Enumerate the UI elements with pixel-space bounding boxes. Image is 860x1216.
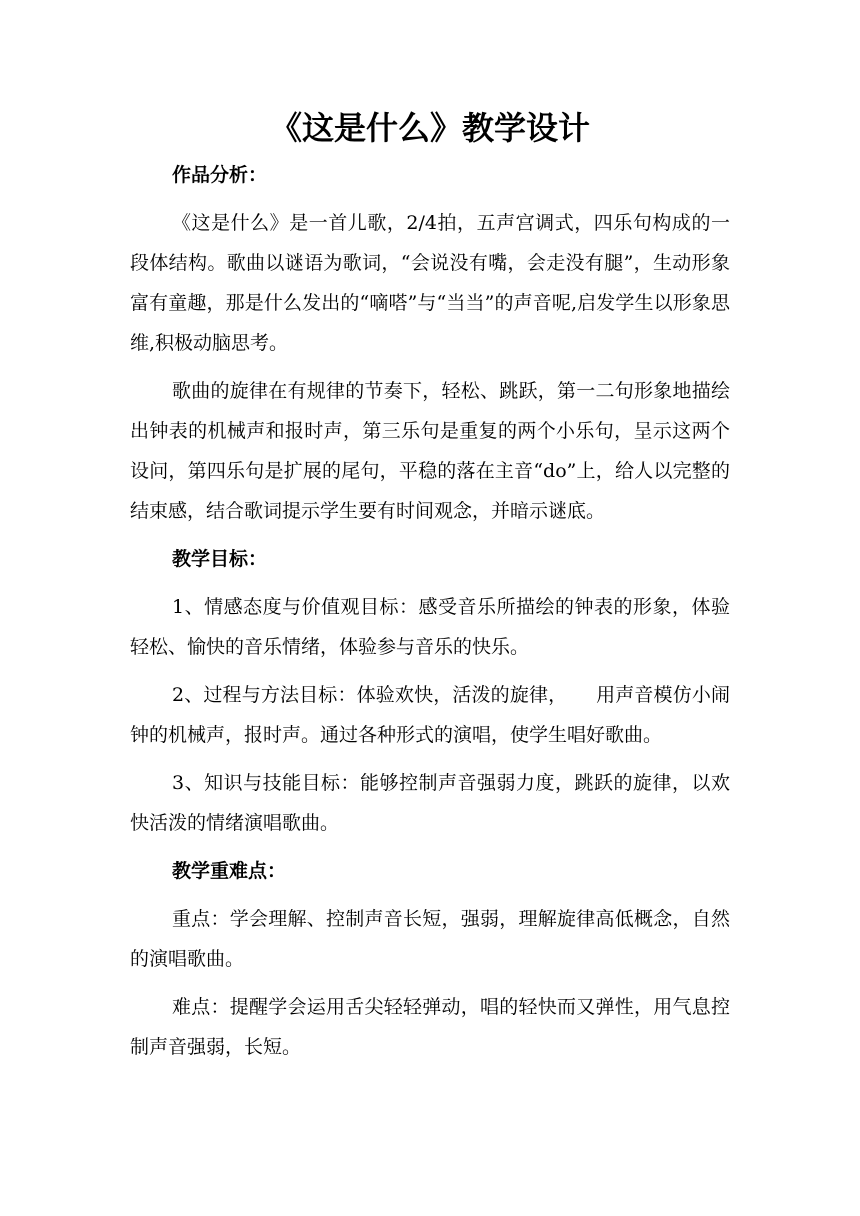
section-teaching-goals xyxy=(130,539,730,843)
paragraph: 歌曲的旋律在有规律的节奏下，轻松、跳跃，第一二句形象地描绘出钟表的机械声和报时声，第三乐句是重复的两个小乐句，呈示这两个设问，第四乐句是扩展的尾句，平稳的落在主音“do”上，给人以完整的结束感，结合歌词提示学生要有时间观念，并暗示谜底。 xyxy=(130,380,730,522)
section-heading: 教学目标： xyxy=(172,548,268,570)
paragraph: 1、情感态度与价值观目标：感受音乐所描绘的钟表的形象，体验轻松、愉快的音乐情绪，体验参与音乐的快乐。 xyxy=(130,596,730,658)
document-title: 《这是什么》教学设计 xyxy=(269,109,590,147)
paragraph: 难点：提醒学会运用舌尖轻轻弹动，唱的轻快而又弹性，用气息控制声音强弱，长短。 xyxy=(130,996,730,1058)
document-body xyxy=(130,155,730,1075)
section-work-analysis xyxy=(130,155,730,531)
paragraph: 3、知识与技能目标：能够控制声音强弱力度，跳跃的旋律，以欢快活泼的情绪演唱歌曲。 xyxy=(130,772,730,834)
paragraph: 重点：学会理解、控制声音长短，强弱，理解旋律高低概念，自然的演唱歌曲。 xyxy=(130,908,730,970)
section-key-difficult-points xyxy=(130,851,730,1067)
section-heading: 作品分析： xyxy=(172,164,268,186)
paragraph: 2、过程与方法目标：体验欢快，活泼的旋律， 用声音模仿小闹钟的机械声，报时声。通过各种形式的演唱，使学生唱好歌曲。 xyxy=(130,684,730,746)
section-heading: 教学重难点： xyxy=(172,860,287,882)
paragraph: 《这是什么》是一首儿歌，2/4拍，五声宫调式，四乐句构成的一段体结构。歌曲以谜语为歌词，“会说没有嘴，会走没有腿”，生动形象富有童趣，那是什么发出的“嘀嗒”与“当当”的声音呢,启发学生以形象思维,积极动脑思考。 xyxy=(130,212,730,354)
